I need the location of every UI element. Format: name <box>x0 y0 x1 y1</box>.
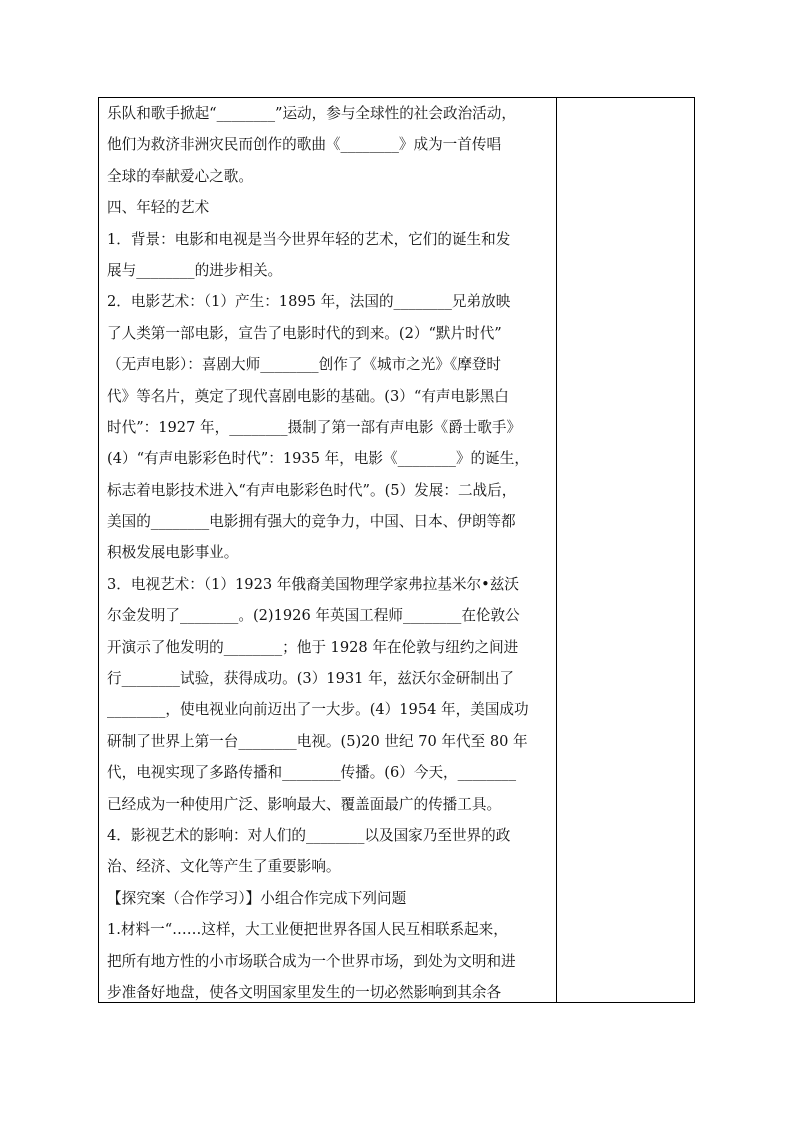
text-line: 标志着电影技术进入“有声电影彩色时代”。(5）发展：二战后， <box>107 481 517 499</box>
main-text-cell <box>107 98 550 1008</box>
text-line: 研制了世界上第一台________电视。(5)20 世纪 70 年代至 80 年 <box>107 732 528 750</box>
text-line: 代》等名片，奠定了现代喜剧电影的基础。(3）“有声电影黑白 <box>107 387 509 405</box>
text-line: 1．背景：电影和电视是当今世界年轻的艺术，它们的诞生和发 <box>107 230 511 248</box>
text-line: 代，电视实现了多路传播和________传播。(6）今天，________ <box>107 764 517 782</box>
text-line: (4）“有声电影彩色时代”：1935 年，电影《________》的诞生， <box>107 450 529 468</box>
text-line: 时代”：1927 年，________摄制了第一部有声电影《爵士歌手》 <box>107 418 522 436</box>
text-line: 了人类第一部电影，宣告了电影时代的到来。(2）“默片时代” <box>107 324 502 342</box>
text-line: 【探究案（合作学习）】小组合作完成下列问题 <box>107 889 407 907</box>
text-line: 3．电视艺术：（1）1923 年俄裔美国物理学家弗拉基米尔•兹沃 <box>107 575 519 593</box>
text-line: 治、经济、文化等产生了重要影响。 <box>107 858 341 876</box>
notes-cell <box>557 98 694 1002</box>
text-line: 行________试验，获得成功。(3）1931 年，兹沃尔金研制出了 <box>107 670 515 688</box>
text-line: 1.材料一“……这样，大工业便把世界各国人民互相联系起来， <box>107 921 508 939</box>
text-line: 全球的奉献爱心之歌。 <box>107 167 253 185</box>
text-line: 已经成为一种使用广泛、影响最大、覆盖面最广的传播工具。 <box>107 795 502 813</box>
text-line: （无声电影）：喜剧大师________创作了《城市之光》《摩登时 <box>107 356 502 374</box>
text-line: ________，使电视业向前迈出了一大步。(4）1954 年，美国成功 <box>107 701 529 719</box>
text-line: 积极发展电影事业。 <box>107 544 239 562</box>
text-line: 开演示了他发明的________；他于 1928 年在伦敦与纽约之间进 <box>107 638 519 656</box>
worksheet-table <box>98 97 695 1003</box>
text-line: 乐队和歌手掀起“________”运动，参与全球性的社会政治活动， <box>107 105 516 122</box>
text-line: 他们为救济非洲灾民而创作的歌曲《________》成为一首传唱 <box>107 136 502 154</box>
text-line: 美国的________电影拥有强大的竞争力，中国、日本、伊朗等都 <box>107 513 516 531</box>
text-line: 展与________的进步相关。 <box>107 261 283 279</box>
text-line: 4．影视艺术的影响：对人们的________以及国家乃至世界的政 <box>107 826 511 844</box>
text-line: 把所有地方性的小市场联合成为一个世界市场，到处为文明和进 <box>107 952 516 970</box>
text-line: 尔金发明了________。(2)1926 年英国工程师________在伦敦公 <box>107 607 520 625</box>
text-line: 步准备好地盘，使各文明国家里发生的一切必然影响到其余各 <box>107 983 502 1001</box>
text-line: 2．电影艺术：（1）产生：1895 年，法国的________兄弟放映 <box>107 293 511 311</box>
text-line: 四、年轻的艺术 <box>107 199 210 217</box>
